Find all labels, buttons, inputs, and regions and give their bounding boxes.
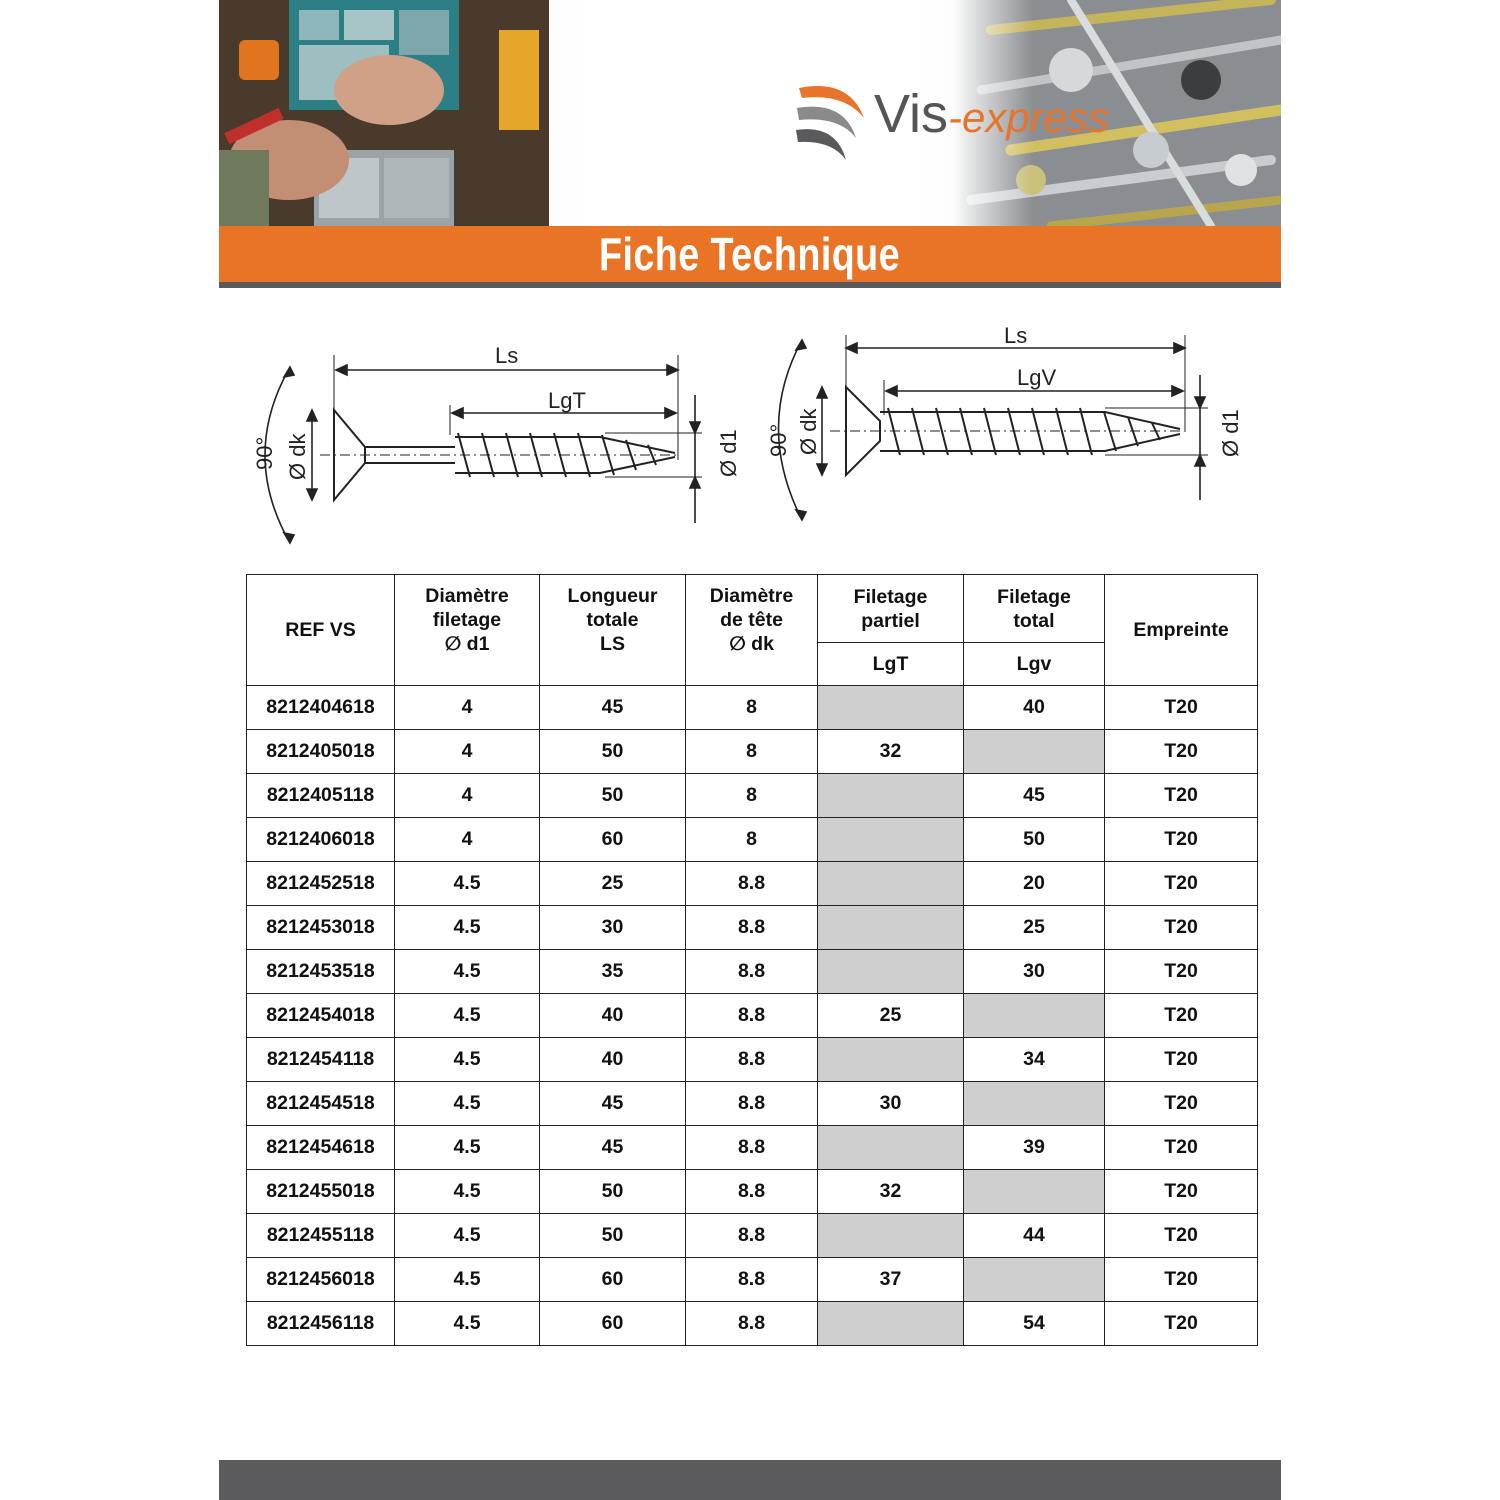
cell-ref: 8212454518 xyxy=(247,1082,395,1126)
cell-lgt xyxy=(818,1214,964,1258)
cell-ls: 50 xyxy=(540,774,686,818)
cell-d1: 4.5 xyxy=(395,1126,540,1170)
table-row xyxy=(247,1302,1258,1346)
cell-ls: 60 xyxy=(540,818,686,862)
header-banner xyxy=(219,0,1281,226)
cell-drive: T20 xyxy=(1105,906,1258,950)
table-row xyxy=(247,686,1258,730)
cell-ref: 8212452518 xyxy=(247,862,395,906)
cell-dk: 8.8 xyxy=(686,1038,818,1082)
workshop-photo xyxy=(219,0,549,226)
label-thread-diameter: Ø d1 xyxy=(716,429,741,477)
cell-lgt: 37 xyxy=(818,1258,964,1302)
cell-dk: 8 xyxy=(686,818,818,862)
header-line: de tête xyxy=(720,609,783,631)
table-row xyxy=(247,818,1258,862)
cell-lgt xyxy=(818,818,964,862)
cell-lgv xyxy=(964,1170,1105,1214)
label-thread-diameter: Ø d1 xyxy=(1218,409,1243,457)
header-line: Diamètre xyxy=(709,585,794,607)
table-row xyxy=(247,906,1258,950)
cell-ref: 8212455018 xyxy=(247,1170,395,1214)
table-row xyxy=(247,1170,1258,1214)
cell-ls: 50 xyxy=(540,1214,686,1258)
cell-d1: 4 xyxy=(395,818,540,862)
label-thread-length: LgT xyxy=(548,388,586,413)
header-lgt: LgT xyxy=(818,643,964,686)
cell-drive: T20 xyxy=(1105,818,1258,862)
cell-ls: 25 xyxy=(540,862,686,906)
logo-swoosh-icon xyxy=(794,78,874,168)
table-row xyxy=(247,1082,1258,1126)
cell-lgv xyxy=(964,1258,1105,1302)
cell-d1: 4 xyxy=(395,686,540,730)
table-row xyxy=(247,1038,1258,1082)
cell-ref: 8212455118 xyxy=(247,1214,395,1258)
table-row xyxy=(247,1214,1258,1258)
cell-lgt xyxy=(818,906,964,950)
table-row xyxy=(247,1258,1258,1302)
header-total-length xyxy=(540,575,686,686)
label-total-length: Ls xyxy=(495,343,519,368)
cell-dk: 8.8 xyxy=(686,906,818,950)
label-thread-length: LgV xyxy=(1017,365,1057,390)
label-total-length: Ls xyxy=(1004,323,1028,348)
header-drive: Empreinte xyxy=(1105,575,1258,686)
cell-ref: 8212405018 xyxy=(247,730,395,774)
cell-d1: 4.5 xyxy=(395,950,540,994)
cell-lgv: 40 xyxy=(964,686,1105,730)
diagram-full-thread xyxy=(760,315,1260,540)
cell-drive: T20 xyxy=(1105,950,1258,994)
cell-ref: 8212453018 xyxy=(247,906,395,950)
cell-ref: 8212404618 xyxy=(247,686,395,730)
cell-d1: 4 xyxy=(395,774,540,818)
cell-drive: T20 xyxy=(1105,686,1258,730)
cell-dk: 8 xyxy=(686,774,818,818)
header-line: totale xyxy=(586,609,639,631)
table-row xyxy=(247,994,1258,1038)
label-angle: 90° xyxy=(252,436,277,470)
label-angle: 90° xyxy=(766,423,791,457)
cell-lgt xyxy=(818,1126,964,1170)
cell-ref: 8212456118 xyxy=(247,1302,395,1346)
header-partial-thread xyxy=(818,575,964,643)
header-lgv: Lgv xyxy=(964,643,1105,686)
cell-drive: T20 xyxy=(1105,1214,1258,1258)
cell-dk: 8 xyxy=(686,730,818,774)
cell-lgt: 25 xyxy=(818,994,964,1038)
header-full-thread xyxy=(964,575,1105,643)
table-row xyxy=(247,862,1258,906)
table-row xyxy=(247,730,1258,774)
header-line: Longueur xyxy=(567,585,658,607)
table-row xyxy=(247,1126,1258,1170)
cell-dk: 8.8 xyxy=(686,950,818,994)
cell-dk: 8.8 xyxy=(686,1258,818,1302)
header-line: ∅ d1 xyxy=(444,633,490,655)
header-line: Filetage xyxy=(997,585,1071,608)
cell-lgt xyxy=(818,1302,964,1346)
cell-drive: T20 xyxy=(1105,1258,1258,1302)
cell-d1: 4 xyxy=(395,730,540,774)
cell-d1: 4.5 xyxy=(395,1214,540,1258)
cell-drive: T20 xyxy=(1105,994,1258,1038)
cell-ref: 8212454118 xyxy=(247,1038,395,1082)
cell-lgt: 32 xyxy=(818,730,964,774)
spec-table xyxy=(246,574,1258,1346)
header-ref: REF VS xyxy=(247,575,395,686)
cell-lgt xyxy=(818,1038,964,1082)
cell-drive: T20 xyxy=(1105,774,1258,818)
cell-dk: 8 xyxy=(686,686,818,730)
cell-lgt: 32 xyxy=(818,1170,964,1214)
header-line: total xyxy=(1013,609,1055,632)
cell-ls: 60 xyxy=(540,1258,686,1302)
cell-ls: 35 xyxy=(540,950,686,994)
cell-drive: T20 xyxy=(1105,1302,1258,1346)
header-line: ∅ dk xyxy=(729,633,774,655)
cell-dk: 8.8 xyxy=(686,1214,818,1258)
cell-ls: 45 xyxy=(540,1082,686,1126)
table-row xyxy=(247,950,1258,994)
cell-ls: 30 xyxy=(540,906,686,950)
label-head-diameter: Ø dk xyxy=(796,408,821,455)
cell-lgv: 45 xyxy=(964,774,1105,818)
cell-ls: 50 xyxy=(540,1170,686,1214)
cell-d1: 4.5 xyxy=(395,862,540,906)
cell-ref: 8212405118 xyxy=(247,774,395,818)
brand-logo xyxy=(794,78,1154,168)
cell-lgv xyxy=(964,730,1105,774)
cell-d1: 4.5 xyxy=(395,994,540,1038)
cell-ref: 8212406018 xyxy=(247,818,395,862)
cell-ref: 8212456018 xyxy=(247,1258,395,1302)
cell-lgv: 34 xyxy=(964,1038,1105,1082)
cell-dk: 8.8 xyxy=(686,1302,818,1346)
cell-ls: 45 xyxy=(540,686,686,730)
cell-lgt xyxy=(818,686,964,730)
cell-ls: 40 xyxy=(540,1038,686,1082)
cell-lgt xyxy=(818,950,964,994)
cell-lgt xyxy=(818,774,964,818)
cell-drive: T20 xyxy=(1105,862,1258,906)
cell-dk: 8.8 xyxy=(686,1082,818,1126)
cell-lgv: 44 xyxy=(964,1214,1105,1258)
cell-lgv: 39 xyxy=(964,1126,1105,1170)
header-line: LS xyxy=(600,633,625,655)
cell-dk: 8.8 xyxy=(686,1126,818,1170)
cell-d1: 4.5 xyxy=(395,1302,540,1346)
cell-lgv: 20 xyxy=(964,862,1105,906)
cell-dk: 8.8 xyxy=(686,1170,818,1214)
cell-lgt xyxy=(818,862,964,906)
cell-lgv: 54 xyxy=(964,1302,1105,1346)
diagram-partial-thread xyxy=(240,325,760,565)
cell-ls: 40 xyxy=(540,994,686,1038)
header-line: partiel xyxy=(861,609,920,632)
title-bar xyxy=(219,226,1281,288)
cell-ref: 8212454018 xyxy=(247,994,395,1038)
cell-d1: 4.5 xyxy=(395,1258,540,1302)
cell-d1: 4.5 xyxy=(395,1170,540,1214)
cell-drive: T20 xyxy=(1105,1038,1258,1082)
cell-ref: 8212453518 xyxy=(247,950,395,994)
cell-lgv: 30 xyxy=(964,950,1105,994)
cell-d1: 4.5 xyxy=(395,1038,540,1082)
footer-bar xyxy=(219,1460,1281,1500)
cell-ls: 45 xyxy=(540,1126,686,1170)
cell-ls: 60 xyxy=(540,1302,686,1346)
cell-lgt: 30 xyxy=(818,1082,964,1126)
cell-dk: 8.8 xyxy=(686,994,818,1038)
cell-lgv: 50 xyxy=(964,818,1105,862)
table-row xyxy=(247,774,1258,818)
header-line: Diamètre xyxy=(425,585,509,607)
cell-ls: 50 xyxy=(540,730,686,774)
header-line: Filetage xyxy=(853,585,928,608)
header-line: filetage xyxy=(432,609,502,631)
label-head-diameter: Ø dk xyxy=(285,433,310,480)
table-body xyxy=(247,686,1258,1346)
cell-lgv: 25 xyxy=(964,906,1105,950)
cell-drive: T20 xyxy=(1105,1126,1258,1170)
header-thread-diameter xyxy=(395,575,540,686)
cell-drive: T20 xyxy=(1105,1082,1258,1126)
cell-d1: 4.5 xyxy=(395,1082,540,1126)
cell-ref: 8212454618 xyxy=(247,1126,395,1170)
page-title: Fiche Technique xyxy=(599,228,901,280)
brand-name-tail: -express xyxy=(948,94,1110,141)
cell-drive: T20 xyxy=(1105,730,1258,774)
cell-d1: 4.5 xyxy=(395,906,540,950)
cell-lgv xyxy=(964,994,1105,1038)
cell-dk: 8.8 xyxy=(686,862,818,906)
brand-name: Vis xyxy=(874,84,949,144)
cell-drive: T20 xyxy=(1105,1170,1258,1214)
cell-lgv xyxy=(964,1082,1105,1126)
header-head-diameter xyxy=(686,575,818,686)
